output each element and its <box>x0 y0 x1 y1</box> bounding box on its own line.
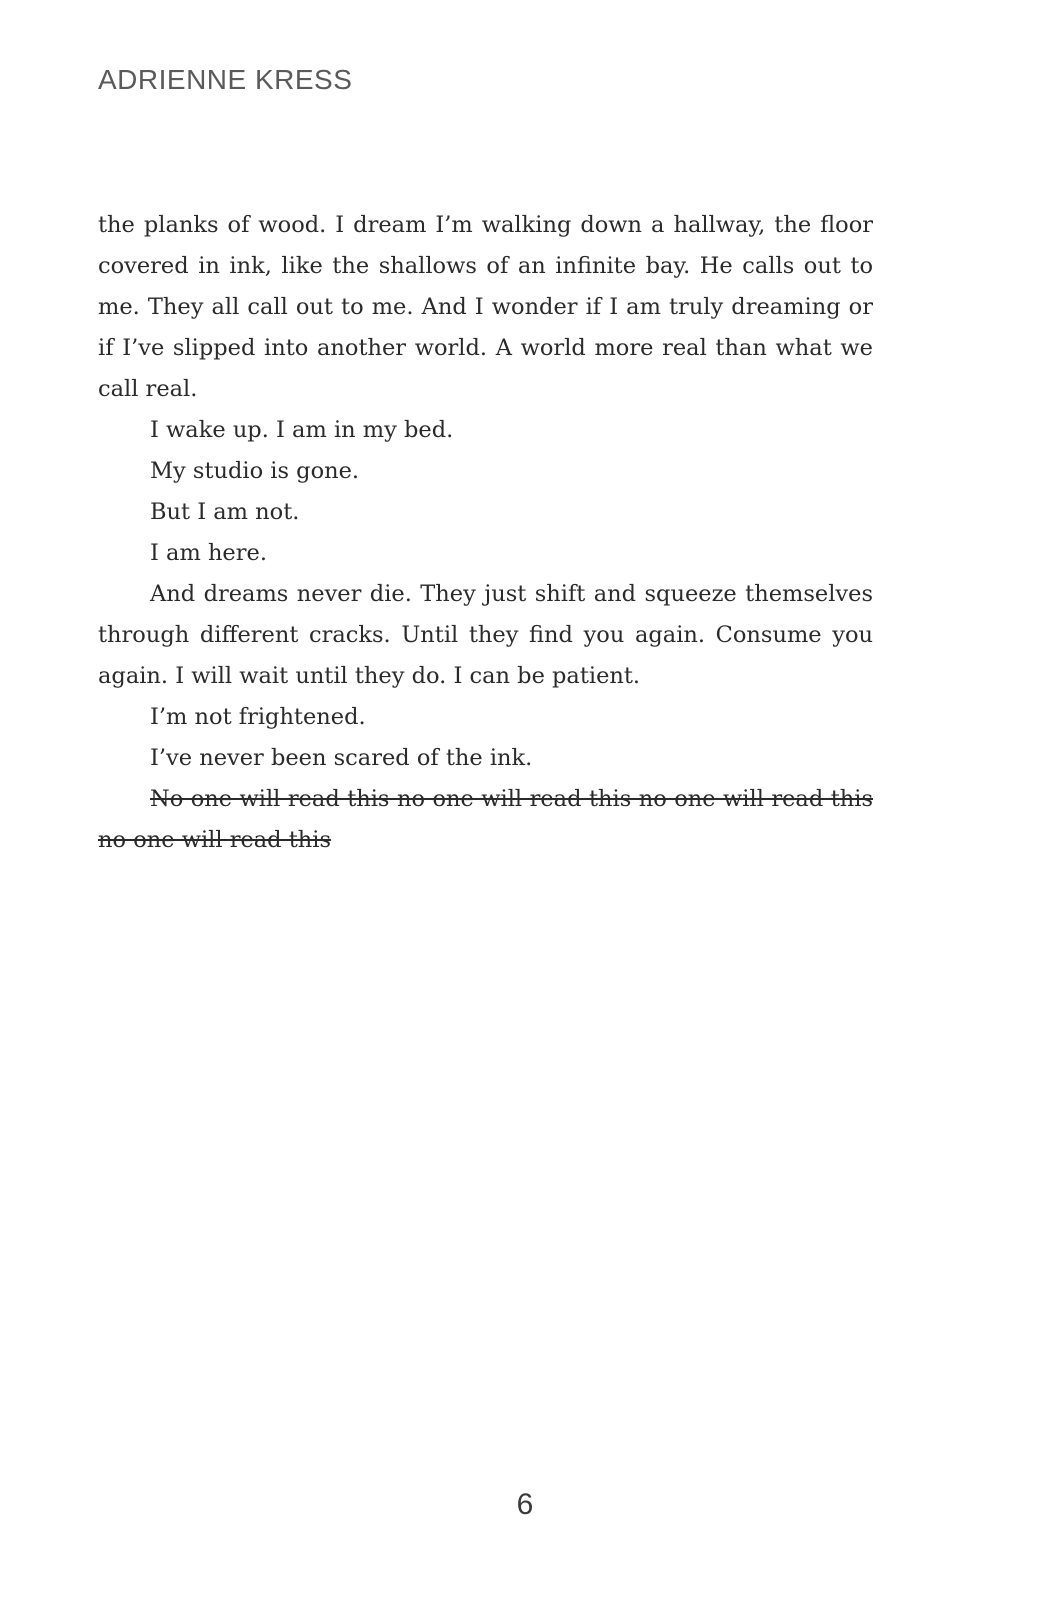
running-head-author: ADRIENNE KRESS <box>98 64 353 95</box>
paragraph: I’m not frightened. <box>150 704 366 730</box>
paragraph: And dreams never die. They just shift and squeeze themselves through different cracks. Until they find you again. Consume you again. I will wait until they do. I can be patient. <box>98 581 873 689</box>
paragraph-continuation: the planks of wood. I dream I’m walking down a hallway, the floor covered in ink, like the shallows of an infinite bay. He calls out to me. They all call out to me. And I wonder if I am truly dreaming or if I’ve slipped into another world. A world more real than what we call real. <box>98 212 873 402</box>
paragraph: I am here. <box>150 540 267 566</box>
paragraph: I wake up. I am in my bed. <box>150 417 454 443</box>
page-body-text <box>98 205 873 861</box>
page-number: 6 <box>516 1488 534 1521</box>
paragraph: My studio is gone. <box>150 458 360 484</box>
paragraph: But I am not. <box>150 499 300 525</box>
paragraph: I’ve never been scared of the ink. <box>150 745 533 771</box>
struck-through-paragraph: No one will read this no one will read this no one will read this no one will read this <box>98 786 873 853</box>
